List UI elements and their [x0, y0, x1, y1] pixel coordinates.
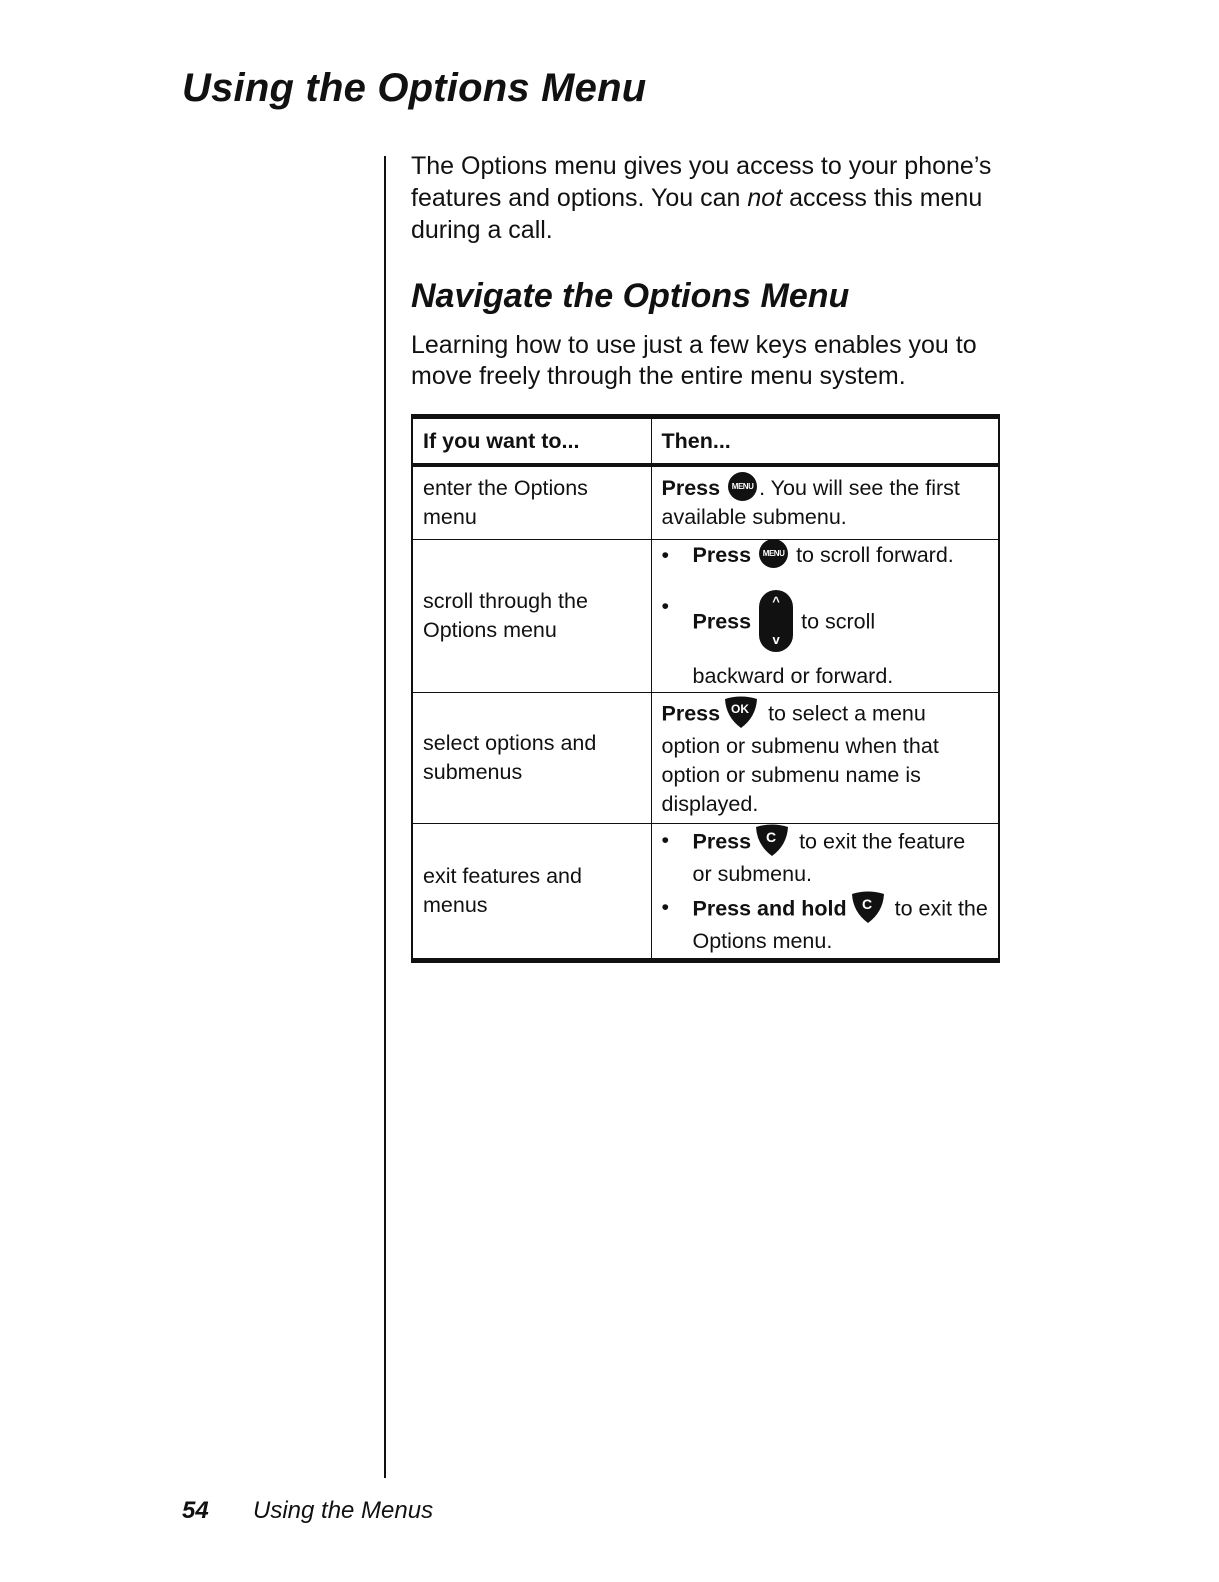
press-label: Press [692, 542, 752, 567]
want-cell: enter the Options menu [412, 465, 651, 540]
page-number: 54 [182, 1497, 209, 1524]
instruction-list [662, 826, 989, 956]
table-row [412, 824, 999, 961]
instruction-text: to scroll forward. [796, 542, 954, 567]
intro-text: The Options menu gives you access to your phone’s features and options. You can [411, 152, 992, 212]
header-then: Then... [651, 417, 999, 466]
section-title: Navigate the Options Menu [411, 277, 850, 315]
want-cell: select options and submenus [412, 693, 651, 824]
then-cell [651, 824, 999, 961]
press-label: Press [692, 610, 752, 635]
ok-key-icon [724, 695, 758, 729]
table-header-row [412, 417, 999, 466]
press-label: Press [661, 701, 721, 726]
intro-emphasis: not [747, 184, 783, 212]
table-row [412, 693, 999, 824]
page-footer [182, 1497, 433, 1525]
list-item [662, 826, 989, 889]
down-arrow-icon: v [772, 632, 780, 648]
navigation-key-icon [759, 590, 793, 652]
then-cell [651, 693, 999, 824]
clear-key-label: C [766, 829, 777, 845]
footer-section-title: Using the Menus [253, 1497, 434, 1524]
press-label: Press [692, 829, 752, 854]
lead-paragraph: Learning how to use just a few keys enables you to move freely through the entire menu system. [411, 331, 977, 390]
navigation-table [411, 414, 1000, 963]
press-label: Press [661, 475, 721, 500]
header-want: If you want to... [412, 417, 651, 466]
margin-rule [384, 156, 386, 1478]
list-item [662, 893, 989, 956]
then-cell [651, 540, 999, 693]
list-item [662, 592, 989, 691]
intro-paragraph [411, 150, 1011, 246]
instruction-text: to select a menu option or submenu when that option or submenu name is displayed. [661, 701, 939, 816]
ok-key-label: OK [731, 701, 750, 716]
want-cell: scroll through the Options menu [412, 540, 651, 693]
instruction-text: to exit the feature or submenu. [692, 829, 966, 886]
then-cell [651, 465, 999, 540]
menu-key-icon: MENU [759, 539, 788, 568]
instruction-text: to exit the Options menu. [692, 896, 988, 953]
clear-key-label: C [861, 896, 872, 912]
clear-key-icon [851, 890, 885, 924]
want-cell: exit features and menus [412, 824, 651, 961]
main-content [411, 150, 1011, 963]
menu-key-icon: MENU [728, 472, 757, 501]
intro-text-end: access this menu during a call. [411, 184, 983, 244]
instruction-text: to scroll [801, 610, 876, 635]
press-hold-label: Press and hold [692, 896, 847, 921]
clear-key-icon [755, 823, 789, 857]
up-arrow-icon: ^ [772, 594, 780, 610]
page-title: Using the Options Menu [182, 66, 647, 110]
list-item [662, 541, 989, 571]
instruction-text-continued: backward or forward. [692, 664, 894, 689]
table-row [412, 540, 999, 693]
instruction-list [662, 541, 989, 692]
instruction-text: . You will see the first available submenu. [661, 475, 960, 530]
table-row [412, 465, 999, 540]
